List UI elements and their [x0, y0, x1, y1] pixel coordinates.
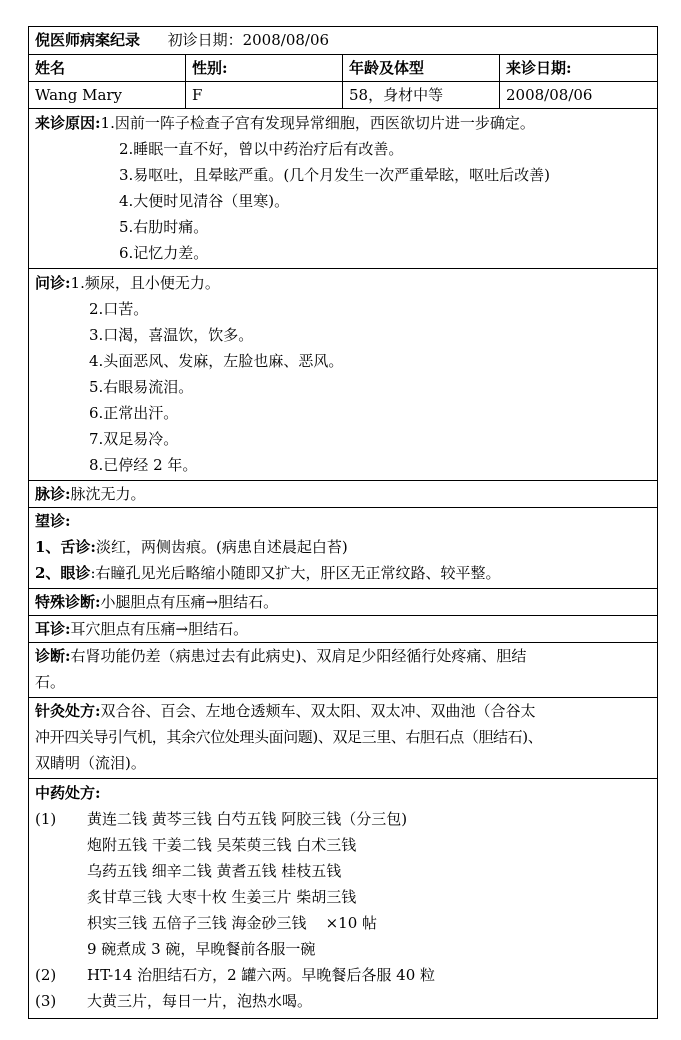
medical-record	[28, 26, 657, 1019]
inquiry-item: 5.右眼易流泪。	[89, 378, 194, 396]
rx1	[35, 806, 651, 962]
rx2-number: (2)	[35, 966, 57, 984]
visit-reason-row	[29, 109, 658, 269]
herbal-cell	[29, 779, 658, 1019]
rx1-line: 炙甘草三钱 大枣十枚 生姜三片 柴胡三钱	[87, 888, 357, 906]
acupuncture-row	[29, 698, 658, 779]
rx1-line: 枳实三钱 五倍子三钱 海金砂三钱 ×10 帖	[87, 914, 378, 932]
rx3-text: 大黄三片，每日一片，泡热水喝。	[87, 992, 313, 1010]
tongue-label: 1、舌诊:	[35, 538, 96, 556]
tongue-text: 淡红，两侧齿痕。(病患自述晨起白苔)	[95, 538, 348, 556]
inspection-cell	[29, 508, 658, 589]
inspection-row	[29, 508, 658, 589]
visit-reason-cell	[29, 109, 658, 269]
pulse-row	[29, 481, 658, 508]
acupuncture-line: 双睛明（流泪)。	[35, 754, 146, 772]
ear-text: 耳穴胆点有压痛→胆结石。	[70, 620, 249, 638]
pulse-label: 脉诊:	[35, 485, 71, 503]
inquiry-item: 6.正常出汗。	[89, 404, 179, 422]
pulse-text: 脉沈无力。	[70, 485, 146, 503]
visit-date-value: 2008/08/06	[500, 82, 658, 109]
ear-row	[29, 616, 658, 643]
rx2	[35, 962, 651, 988]
info-header-row	[29, 55, 658, 82]
gender-value: F	[186, 82, 343, 109]
visit-reason-item: 4.大便时见清谷（里寒)。	[119, 192, 290, 210]
diagnosis-line: 右肾功能仍差（病患过去有此病史)、双肩足少阳经循行处疼痛、胆结	[70, 647, 527, 665]
visit-reason-item: 3.易呕吐，且晕眩严重。(几个月发生一次严重晕眩，呕吐后改善)	[119, 166, 551, 184]
herbal-row	[29, 779, 658, 1019]
inquiry-item: 1.频尿，且小便无力。	[70, 274, 220, 292]
inquiry-item: 7.双足易冷。	[89, 430, 179, 448]
inquiry-item: 2.口苦。	[89, 300, 149, 318]
record-title: 倪医师病案纪录	[35, 31, 141, 49]
acupuncture-cell	[29, 698, 658, 779]
name-value: Wang Mary	[29, 82, 186, 109]
acupuncture-line: 双合谷、百会、左地仓透颊车、双太阳、双太冲、双曲池（合谷太	[100, 702, 536, 720]
title-cell	[29, 27, 658, 55]
acupuncture-line: 冲开四关导引气机，其余穴位处理头面问题)、双足三里、右胆石点（胆结石)、	[35, 728, 543, 746]
ear-label: 耳诊:	[35, 620, 71, 638]
info-value-row	[29, 82, 658, 109]
visit-reason-item: 6.记忆力差。	[119, 244, 209, 262]
gender-header: 性别:	[186, 55, 343, 82]
visit-reason-item: 2.睡眠一直不好，曾以中药治疗后有改善。	[119, 140, 404, 158]
name-header: 姓名	[29, 55, 186, 82]
diagnosis-cell	[29, 643, 658, 698]
eye-text: :右瞳孔见光后略缩小随即又扩大，肝区无正常纹路、较平整。	[90, 564, 501, 582]
inquiry-item: 4.头面恶风、发麻，左脸也麻、恶风。	[89, 352, 344, 370]
inquiry-cell	[29, 269, 658, 481]
ear-cell	[29, 616, 658, 643]
rx1-number: (1)	[35, 810, 57, 828]
rx1-line: 炮附五钱 干姜二钱 吴茱萸三钱 白术三钱	[87, 836, 357, 854]
special-cell	[29, 589, 658, 616]
first-visit-label: 初诊日期：	[167, 31, 243, 49]
inquiry-item: 8.已停经 2 年。	[89, 456, 198, 474]
record-table	[28, 26, 658, 1019]
special-label: 特殊诊断:	[35, 593, 101, 611]
inquiry-item: 3.口渴，喜温饮，饮多。	[89, 326, 254, 344]
rx1-line: 黄连二钱 黄芩三钱 白芍五钱 阿胶三钱（分三包)	[87, 810, 408, 828]
diagnosis-label: 诊断:	[35, 647, 71, 665]
rx3	[35, 988, 651, 1014]
acupuncture-label: 针灸处方:	[35, 702, 101, 720]
title-row	[29, 27, 658, 55]
visit-reason-label: 来诊原因:	[35, 114, 101, 132]
rx1-line: 9 碗煮成 3 碗，早晚餐前各服一碗	[87, 940, 316, 958]
inquiry-row	[29, 269, 658, 481]
age-value: 58，身材中等	[343, 82, 500, 109]
rx3-number: (3)	[35, 992, 57, 1010]
first-visit-date: 2008/08/06	[242, 31, 330, 49]
special-text: 小腿胆点有压痛→胆结石。	[100, 593, 279, 611]
diagnosis-line: 石。	[35, 673, 66, 691]
herbal-label: 中药处方:	[35, 784, 101, 802]
pulse-cell	[29, 481, 658, 508]
eye-label: 2、眼诊	[35, 564, 91, 582]
rx2-text: HT-14 治胆结石方，2 罐六两。早晚餐后各服 40 粒	[87, 966, 436, 984]
visit-reason-item: 5.右肋时痛。	[119, 218, 209, 236]
rx1-line: 乌药五钱 细辛二钱 黄耆五钱 桂枝五钱	[87, 862, 342, 880]
visit-date-header: 来诊日期:	[500, 55, 658, 82]
inspection-label: 望诊:	[35, 512, 71, 530]
diagnosis-row	[29, 643, 658, 698]
visit-reason-item: 1.因前一阵子检查子宫有发现异常细胞，西医欲切片进一步确定。	[100, 114, 535, 132]
special-row	[29, 589, 658, 616]
age-header: 年龄及体型	[343, 55, 500, 82]
inquiry-label: 问诊:	[35, 274, 71, 292]
